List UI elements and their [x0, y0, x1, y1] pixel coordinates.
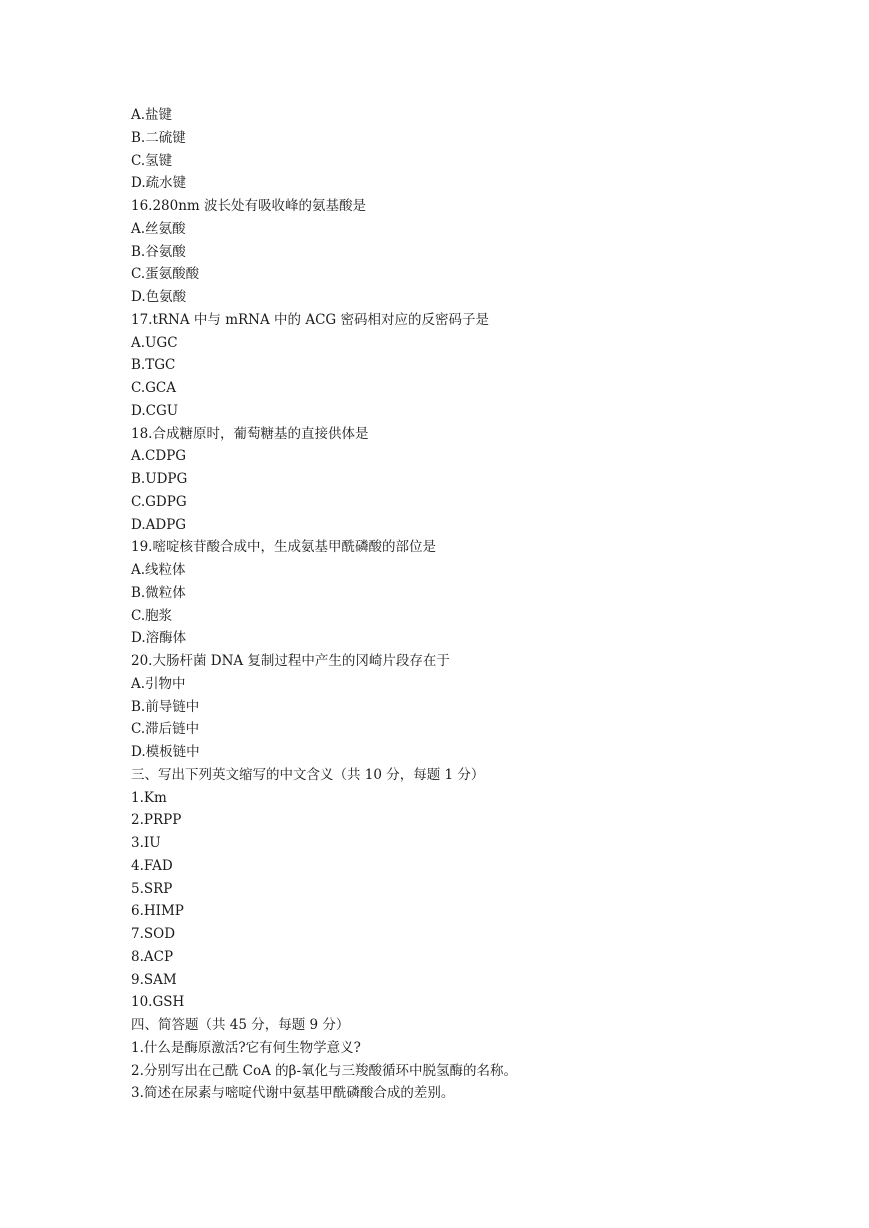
- section3-item: 3.IU: [131, 835, 161, 851]
- q19-option-a: A.线粒体: [131, 562, 186, 578]
- q19-stem: 19.嘧啶核苷酸合成中，生成氨基甲酰磷酸的部位是: [131, 539, 436, 556]
- section4-heading: 四、简答题（共 45 分，每题 9 分）: [131, 1017, 350, 1033]
- q17-option-a: A.UGC: [131, 334, 178, 351]
- section3-item: 5.SRP: [131, 880, 173, 897]
- section3-item: 4.FAD: [131, 857, 173, 874]
- q17-option-c: C.GCA: [131, 380, 177, 396]
- q17-option-b: B.TGC: [131, 357, 176, 374]
- q20-option-c: C.滞后链中: [131, 721, 200, 738]
- q18-stem: 18.合成糖原时，葡萄糖基的直接供体是: [131, 425, 369, 442]
- q16-option-a: A.丝氨酸: [131, 220, 186, 237]
- section3-item: 9.SAM: [131, 971, 177, 988]
- section4-item: 2.分别写出在己酰 CoA 的β-氧化与三羧酸循环中脱氢酶的名称。: [131, 1062, 518, 1079]
- q15-option-a: A.盐键: [131, 107, 173, 123]
- exam-page: [131, 104, 831, 1105]
- section3-item: 1.Km: [131, 789, 167, 806]
- q19-option-c: C.胞浆: [131, 607, 173, 624]
- q20-option-d: D.模板链中: [131, 744, 200, 760]
- q15-option-d: D.疏水键: [131, 175, 187, 192]
- q18-option-d: D.ADPG: [131, 516, 187, 533]
- q16-option-c: C.蛋氨酸酸: [131, 266, 200, 283]
- q19-option-b: B.微粒体: [131, 584, 186, 601]
- section3-heading: 三、写出下列英文缩写的中文含义（共 10 分，每题 1 分）: [131, 766, 485, 783]
- q17-option-d: D.CGU: [131, 402, 179, 419]
- q16-option-d: D.色氨酸: [131, 289, 187, 305]
- q18-option-c: C.GDPG: [131, 493, 187, 510]
- q15-option-b: B.二硫键: [131, 129, 186, 146]
- q17-stem: 17.tRNA 中与 mRNA 中的 ACG 密码相对应的反密码子是: [131, 311, 489, 328]
- section3-item: 7.SOD: [131, 926, 176, 942]
- section4-item: 1.什么是酶原激活?它有何生物学意义?: [131, 1039, 361, 1056]
- q16-stem: 16.280nm 波长处有吸收峰的氨基酸是: [131, 198, 367, 214]
- section3-item: 8.ACP: [131, 948, 174, 965]
- q19-option-d: D.溶酶体: [131, 630, 187, 647]
- section3-item: 10.GSH: [131, 994, 185, 1011]
- q20-option-a: A.引物中: [131, 675, 186, 692]
- q18-option-a: A.CDPG: [131, 448, 187, 465]
- q18-option-b: B.UDPG: [131, 471, 188, 487]
- section4-item: 3.简述在尿素与嘧啶代谢中氨基甲酰磷酸合成的差别。: [131, 1085, 455, 1102]
- q20-stem: 20.大肠杆菌 DNA 复制过程中产生的冈崎片段存在于: [131, 653, 450, 669]
- q16-option-b: B.谷氨酸: [131, 243, 186, 260]
- q15-option-c: C.氢键: [131, 152, 173, 169]
- section3-item: 6.HIMP: [131, 903, 184, 920]
- section3-item: 2.PRPP: [131, 812, 182, 829]
- q20-option-b: B.前导链中: [131, 698, 200, 715]
